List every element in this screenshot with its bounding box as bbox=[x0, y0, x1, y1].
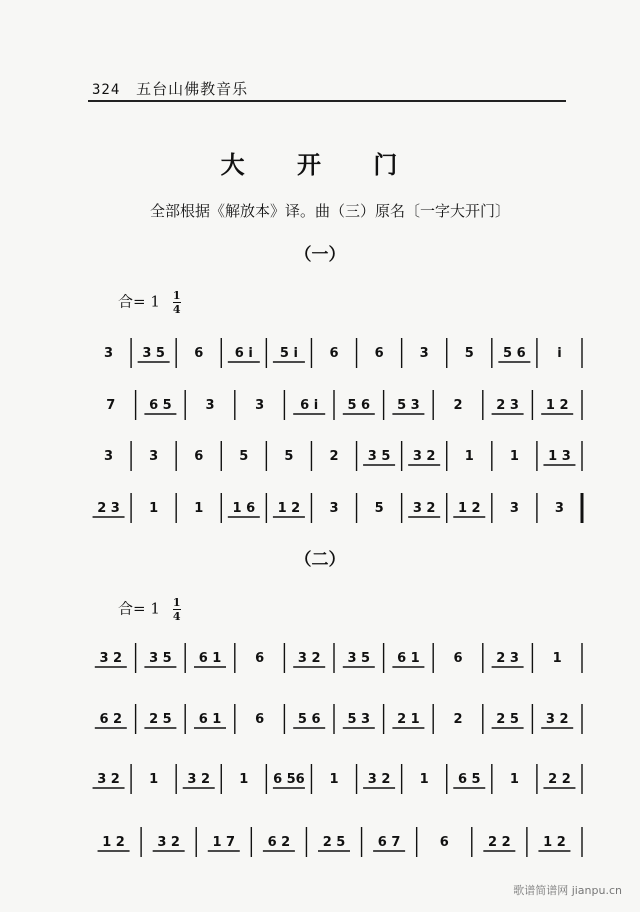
note-group: 3 bbox=[104, 449, 114, 464]
note-group: 3 2 bbox=[367, 772, 391, 787]
note-group: 3 bbox=[509, 501, 519, 516]
section-label-2: （二） bbox=[294, 550, 346, 570]
note-group: 2 3 bbox=[496, 398, 519, 413]
note-group: 3 5 bbox=[347, 651, 371, 666]
note-group: 2 2 bbox=[548, 772, 571, 787]
note-group: 5 bbox=[464, 346, 474, 361]
key-label: 合= 1 bbox=[118, 599, 160, 618]
note-group: 3 bbox=[205, 398, 215, 413]
note-group: 6 2 bbox=[267, 835, 291, 850]
note-group: 5 6 bbox=[503, 346, 526, 361]
note-group: 1 2 bbox=[102, 835, 125, 850]
note-group: i bbox=[557, 346, 562, 361]
note-group: 5 bbox=[239, 449, 249, 464]
note-group: 3 2 bbox=[157, 835, 180, 850]
note-group: 6 5 bbox=[149, 398, 172, 413]
key-label: 合= 1 bbox=[118, 292, 160, 311]
note-group: 3 bbox=[329, 501, 339, 516]
site-watermark: 歌谱简谱网 jianpu.cn bbox=[513, 884, 622, 897]
note-group: 3 5 bbox=[149, 651, 172, 666]
note-group: 3 2 bbox=[412, 449, 436, 464]
note-group: 5 bbox=[284, 449, 294, 464]
note-group: 1 bbox=[419, 772, 429, 787]
note-group: 3 2 bbox=[99, 651, 123, 666]
note-group: 5 bbox=[374, 501, 384, 516]
note-group: 1 bbox=[552, 651, 562, 666]
note-group: 3 bbox=[104, 346, 114, 361]
note-group: 3 bbox=[419, 346, 429, 361]
section-label-1: （一） bbox=[294, 245, 346, 265]
note-group: 1 bbox=[509, 449, 519, 464]
note-group: 6 bbox=[194, 449, 204, 464]
note-group: 2 bbox=[453, 398, 463, 413]
note-group: 1 bbox=[194, 501, 204, 516]
note-group: 6 i bbox=[234, 346, 253, 361]
note-group: 6 bbox=[194, 346, 204, 361]
note-group: 1 bbox=[239, 772, 249, 787]
note-group: 7 bbox=[106, 398, 116, 413]
note-group: 2 2 bbox=[488, 835, 511, 850]
note-group: 6 2 bbox=[99, 712, 123, 727]
note-group: 6 i bbox=[300, 398, 319, 413]
note-group: 6 1 bbox=[198, 651, 222, 666]
note-group: 1 3 bbox=[548, 449, 571, 464]
note-group: 3 2 bbox=[187, 772, 211, 787]
note-group: 5 6 bbox=[297, 712, 321, 727]
note-group: 1 bbox=[509, 772, 519, 787]
note-group: 1 7 bbox=[212, 835, 236, 850]
note-group: 1 bbox=[464, 449, 474, 464]
note-group: 2 bbox=[329, 449, 339, 464]
note-group: 2 5 bbox=[149, 712, 172, 727]
note-group: 2 3 bbox=[496, 651, 519, 666]
book-title: 五台山佛教音乐 bbox=[136, 80, 249, 98]
time-signature: $\frac{1}{4}$ bbox=[172, 596, 181, 623]
note-group: 6 56 bbox=[273, 772, 305, 787]
note-group: 1 bbox=[149, 772, 159, 787]
note-group: 3 2 bbox=[412, 501, 436, 516]
note-group: 2 bbox=[453, 712, 463, 727]
note-group: 1 bbox=[149, 501, 159, 516]
note-group: 1 2 bbox=[457, 501, 481, 516]
note-group: 5 3 bbox=[397, 398, 420, 413]
note-group: 6 bbox=[439, 835, 449, 850]
note-group: 6 bbox=[255, 712, 265, 727]
note-group: 1 bbox=[329, 772, 339, 787]
piece-title: 大 开 门 bbox=[220, 151, 420, 179]
note-group: 5 i bbox=[279, 346, 298, 361]
note-group: 6 bbox=[255, 651, 265, 666]
note-group: 6 1 bbox=[397, 651, 420, 666]
note-group: 1 2 bbox=[545, 398, 569, 413]
note-group: 6 5 bbox=[457, 772, 481, 787]
page-number: 324 bbox=[92, 82, 121, 98]
note-group: 5 3 bbox=[347, 712, 371, 727]
note-group: 3 2 bbox=[545, 712, 569, 727]
note-group: 1 6 bbox=[232, 501, 256, 516]
note-group: 1 2 bbox=[543, 835, 566, 850]
note-group: 6 bbox=[329, 346, 339, 361]
note-group: 2 1 bbox=[397, 712, 420, 727]
note-group: 2 5 bbox=[496, 712, 519, 727]
note-group: 1 2 bbox=[277, 501, 301, 516]
note-group: 6 1 bbox=[198, 712, 222, 727]
note-group: 3 5 bbox=[142, 346, 165, 361]
time-signature: $\frac{1}{4}$ bbox=[172, 289, 181, 316]
note-group: 2 5 bbox=[322, 835, 346, 850]
note-group: 6 bbox=[374, 346, 384, 361]
note-group: 5 6 bbox=[347, 398, 371, 413]
note-group: 3 bbox=[255, 398, 265, 413]
note-group: 6 bbox=[453, 651, 463, 666]
note-group: 3 bbox=[149, 449, 159, 464]
note-group: 3 2 bbox=[97, 772, 120, 787]
note-group: 6 7 bbox=[377, 835, 401, 850]
note-group: 3 2 bbox=[297, 651, 321, 666]
source-note: 全部根据《解放本》译。曲（三）原名〔一字大开门〕 bbox=[149, 202, 510, 220]
note-group: 3 bbox=[554, 501, 564, 516]
note-group: 3 5 bbox=[367, 449, 391, 464]
note-group: 2 3 bbox=[97, 501, 120, 516]
